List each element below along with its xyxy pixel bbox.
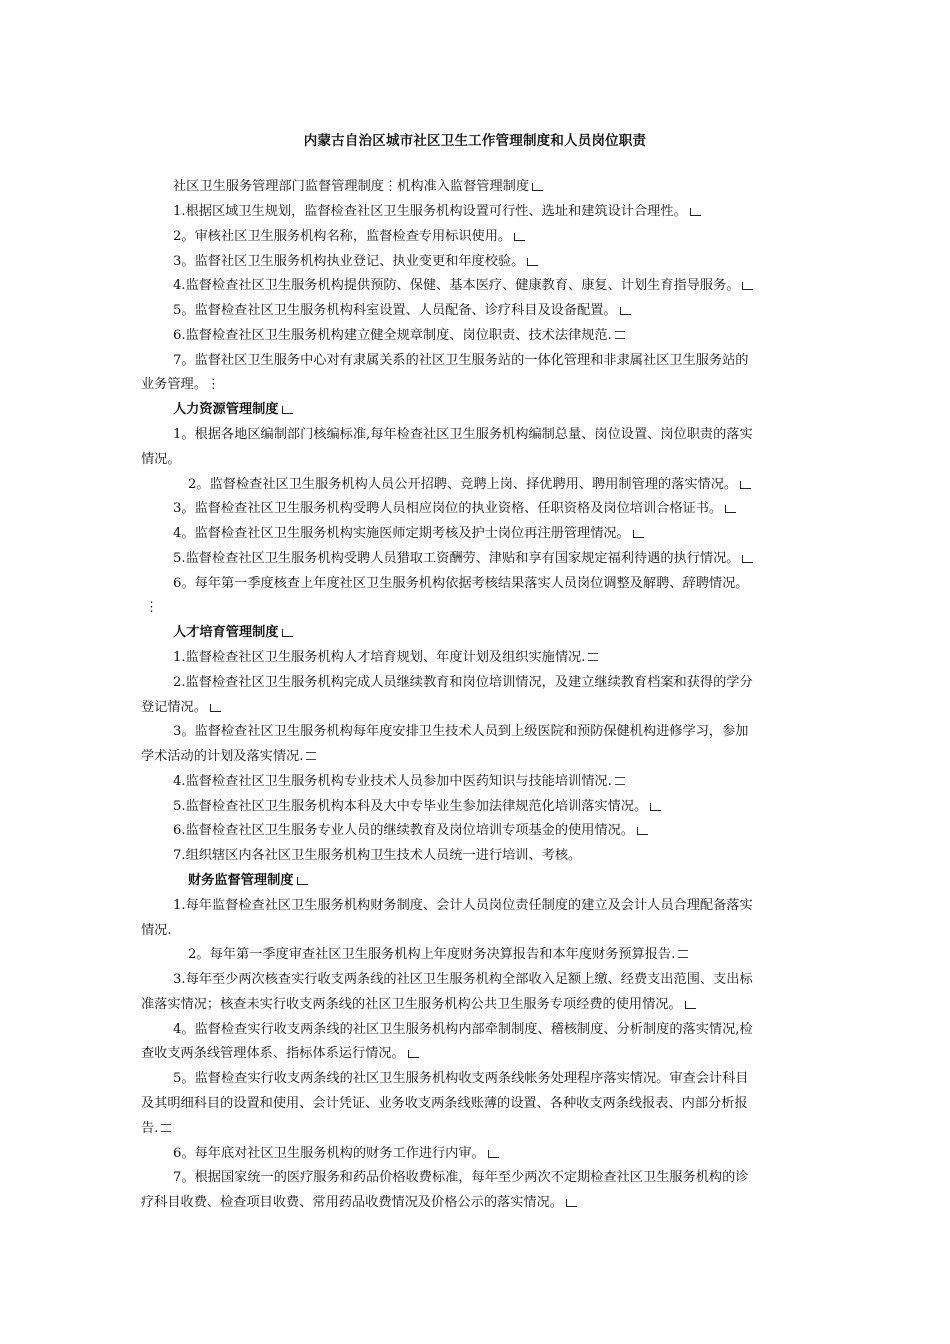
paragraph-mark-icon	[297, 877, 308, 885]
list-item: 7。监督社区卫生服务中心对有隶属关系的社区卫生服务站的一体化管理和非隶属社区卫生服务站的	[173, 353, 749, 368]
list-item: 3。监督检查社区卫生服务机构受聘人员相应岗位的执业资格、任职资格及岗位培训合格证书。	[173, 500, 736, 518]
paragraph-mark-icon	[408, 1050, 419, 1058]
list-item-continuation: 疗科目收费、检查项目收费、常用药品收费情况及价格公示的落实情况。	[141, 1194, 577, 1212]
list-item: 6。每年底对社区卫生服务机构的财务工作进行内审。	[173, 1145, 499, 1163]
paragraph-mark-icon	[685, 1001, 696, 1009]
section-heading: 人才培育管理制度	[173, 624, 293, 642]
document-title: 内蒙古自治区城市社区卫生工作管理制度和人员岗位职责	[303, 133, 647, 149]
list-item: 4。监督检查实行收支两条线的社区卫生服务机构内部牵制制度、稽核制度、分析制度的落实情况,检	[173, 1022, 753, 1037]
list-item: 2。每年第一季度审查社区卫生服务机构上年度财务决算报告和本年度财务预算报告.	[188, 946, 688, 964]
list-item: 1。根据各地区编制部门核编标准,每年检查社区卫生服务机构编制总量、岗位设置、岗位职责的落实	[173, 427, 753, 442]
list-item: 1.根据区域卫生规划，监督检查社区卫生服务机构设置可行性、选址和建筑设计合理性。	[173, 203, 701, 221]
paragraph-mark-icon	[742, 555, 753, 563]
list-item: 5.监督检查社区卫生服务机构受聘人员猎取工资酬劳、津贴和享有国家规定福利待遇的执行情况。	[173, 550, 753, 568]
list-item-continuation: 业务管理。⋮	[141, 377, 221, 392]
section-heading: 财务监督管理制度	[188, 872, 308, 890]
list-item: 4。监督检查社区卫生服务机构实施医师定期考核及护士岗位再注册管理情况。	[173, 525, 644, 543]
list-item: 5.监督检查社区卫生服务机构本科及大中专毕业生参加法律规范化培训落实情况。	[173, 798, 661, 816]
list-item: 6.监督检查社区卫生服务专业人员的继续教育及岗位培训专项基金的使用情况。	[173, 822, 648, 840]
list-item-continuation: 学术活动的计划及落实情况.	[141, 748, 316, 766]
list-item: 6.监督检查社区卫生服务机构建立健全规章制度、岗位职责、技术法律规范.	[173, 327, 625, 345]
line-break-icon	[615, 777, 625, 785]
line-break-icon	[678, 950, 688, 958]
line-break-icon	[615, 331, 625, 339]
list-item: 2.监督检查社区卫生服务机构完成人员继续教育和岗位培训情况，及建立继续教育档案和获得的学分	[173, 675, 753, 690]
paragraph-mark-icon	[690, 208, 701, 216]
paragraph-mark-icon	[532, 183, 543, 191]
list-item: 5。监督检查社区卫生服务机构科室设置、人员配备、诊疗科目及设备配置。	[173, 302, 631, 320]
list-item: 7。根据国家统一的医疗服务和药品价格收费标准，每年至少两次不定期检查社区卫生服务机构的诊	[173, 1170, 749, 1185]
paragraph-mark-icon	[566, 1199, 577, 1207]
list-item-continuation: 登记情况。	[141, 699, 221, 717]
list-item-continuation: 准落实情况；核查未实行收支两条线的社区卫生服务机构公共卫生服务专项经费的使用情况。	[141, 996, 696, 1014]
list-item: 4.监督检查社区卫生服务机构专业技术人员参加中医药知识与技能培训情况.	[173, 773, 625, 791]
intro-line: 社区卫生服务管理部门监督管理制度⋮机构准入监督管理制度	[173, 178, 543, 196]
list-item-continuation: 情况.	[141, 923, 172, 938]
list-item-continuation: 情况。	[141, 452, 181, 467]
line-break-icon	[161, 1124, 171, 1132]
paragraph-mark-icon	[514, 233, 525, 241]
list-item: 3。监督社区卫生服务机构执业登记、执业变更和年度校验。	[173, 253, 538, 271]
list-item: 7.组织辖区内各社区卫生服务机构卫生技术人员统一进行培训、考核。	[173, 848, 582, 863]
list-item: 3.每年至少两次核查实行收支两条线的社区卫生服务机构全部收入足额上缴、经费支出范围、支出标	[173, 972, 753, 987]
paragraph-mark-icon	[725, 505, 736, 513]
list-item: 4.监督检查社区卫生服务机构提供预防、保健、基本医疗、健康教育、康复、计划生育指导服务。	[173, 277, 753, 295]
list-item: 2。监督检查社区卫生服务机构人员公开招聘、竞聘上岗、择优聘用、聘用制管理的落实情况。	[188, 476, 751, 494]
paragraph-mark-icon	[282, 406, 293, 414]
paragraph-mark-icon	[488, 1150, 499, 1158]
line-break-icon	[588, 653, 598, 661]
section-heading: 人力资源管理制度	[173, 401, 293, 419]
line-break-icon	[306, 752, 316, 760]
list-item-continuation: 查收支两条线管理体系、指标体系运行情况。	[141, 1045, 419, 1063]
paragraph-mark-icon	[650, 803, 661, 811]
list-item: 2。审核社区卫生服务机构名称，监督检查专用标识使用。	[173, 228, 525, 246]
paragraph-mark-icon	[742, 282, 753, 290]
list-item: 1.监督检查社区卫生服务机构人才培育规划、年度计划及组织实施情况.	[173, 649, 598, 667]
list-item: 3。监督检查社区卫生服务机构每年度安排卫生技术人员到上级医院和预防保健机构进修学习，参加	[173, 724, 749, 739]
list-item-continuation: 告.	[141, 1120, 171, 1138]
paragraph-mark-icon	[620, 307, 631, 315]
list-item-continuation: 及其明细科目的设置和使用、会计凭证、业务收支两条线账薄的设置、各种收支两条线报表、内部分析报	[141, 1096, 748, 1111]
paragraph-mark-icon	[637, 827, 648, 835]
list-item: 5。监督检查实行收支两条线的社区卫生服务机构收支两条线帐务处理程序落实情况。审查会计科目	[173, 1071, 749, 1086]
paragraph-mark-icon	[527, 258, 538, 266]
paragraph-mark-icon	[210, 704, 221, 712]
list-item: 6。每年第一季度核查上年度社区卫生服务机构依据考核结果落实人员岗位调整及解聘、辞聘情况。	[173, 576, 749, 591]
list-item-continuation: ⋮	[145, 600, 159, 615]
paragraph-mark-icon	[282, 629, 293, 637]
paragraph-mark-icon	[740, 481, 751, 489]
paragraph-mark-icon	[633, 530, 644, 538]
list-item: 1.每年监督检查社区卫生服务机构财务制度、会计人员岗位责任制度的建立及会计人员合理配备落实	[173, 898, 753, 913]
